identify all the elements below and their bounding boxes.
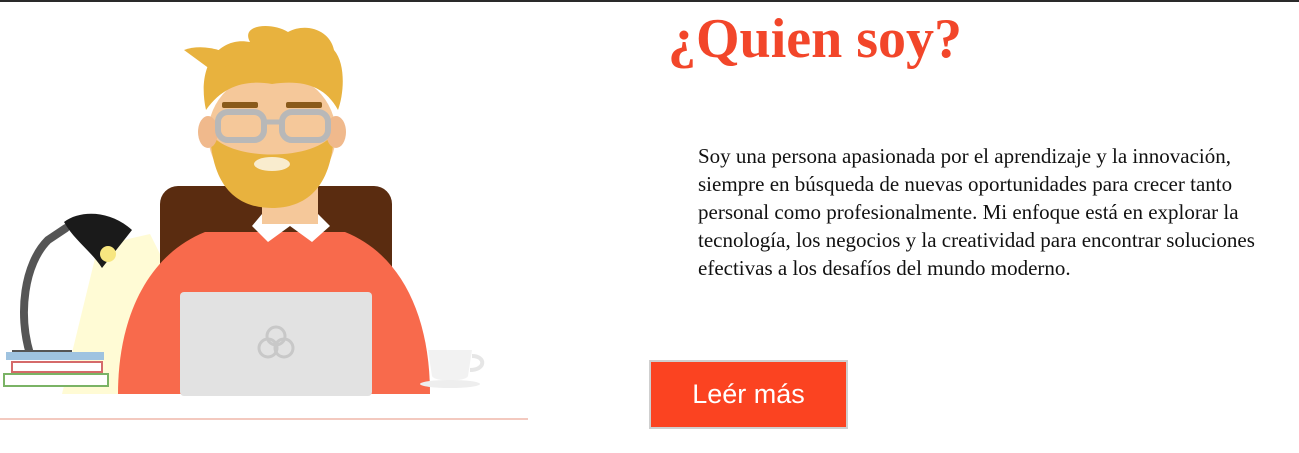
- coffee-cup: [428, 350, 472, 381]
- bio-paragraph: Soy una persona apasionada por el aprendizaje y la innovación, siempre en búsqueda de nuevas oportunidades para crecer tanto personal como profesionalmente. Mi enfoque está en explorar la tecnología, los negocios y la creatividad para encontrar soluciones efectivas a los desafíos del mundo moderno.: [698, 144, 1255, 280]
- person-at-laptop-illustration: [0, 14, 530, 424]
- read-more-button[interactable]: Leér más: [649, 360, 848, 429]
- top-divider: [0, 0, 1299, 2]
- page-title: ¿Quien soy?: [668, 8, 963, 70]
- mouth: [254, 157, 290, 171]
- books: [6, 352, 104, 360]
- floor-line: [0, 418, 528, 420]
- desk-lamp: [24, 228, 66, 354]
